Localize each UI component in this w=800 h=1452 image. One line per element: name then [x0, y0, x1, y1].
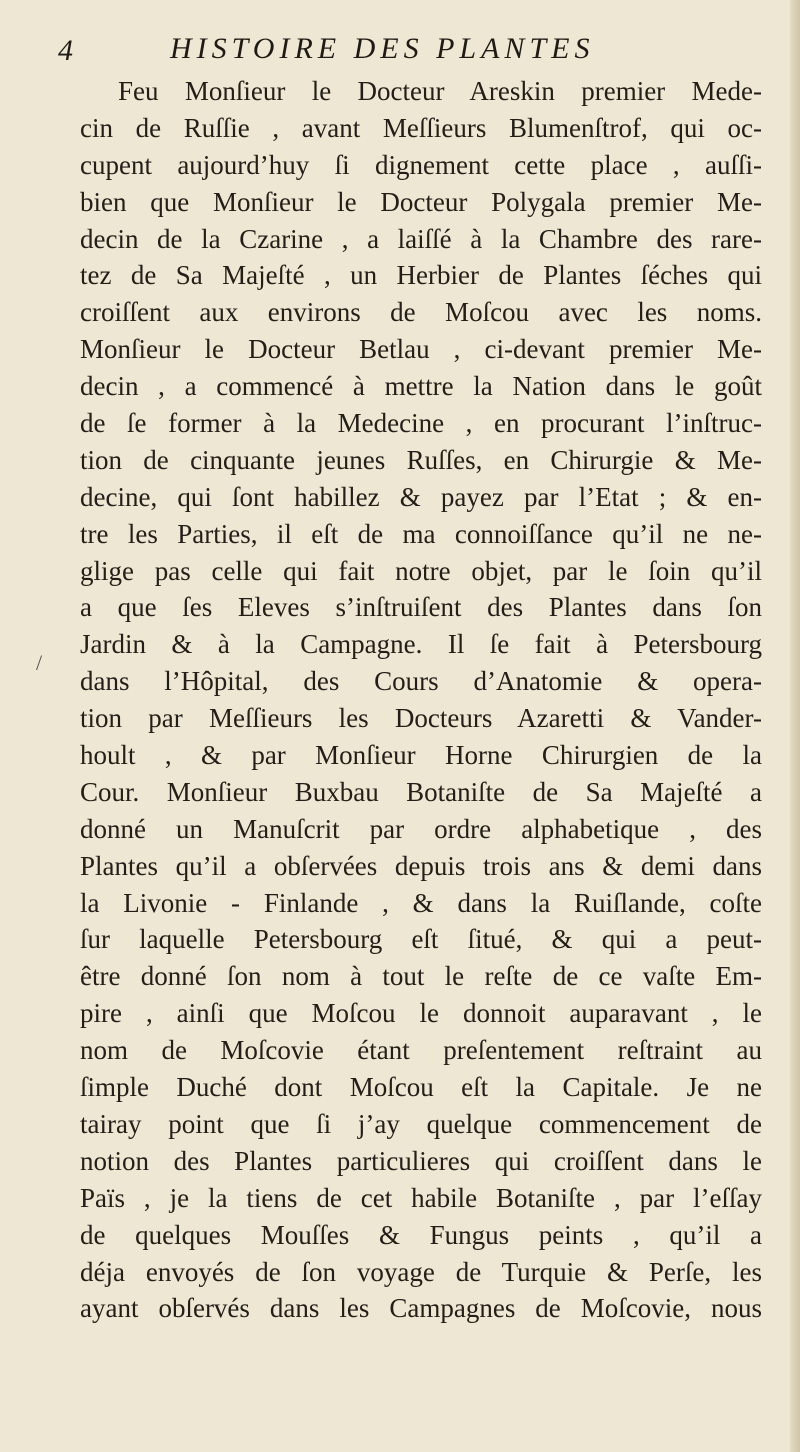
text-line: la Livonie - Finlande , & dans la Ruiſlande, coſte	[80, 887, 762, 918]
text-line: Feu Monſieur le Docteur Areskin premier Mede-	[118, 76, 762, 106]
text-line: nom de Moſcovie étant preſentement reſtraint au	[80, 1035, 762, 1066]
text-line: notion des Plantes particulieres qui croiſſent dans le	[80, 1145, 762, 1176]
page-header	[58, 32, 738, 72]
text-line: decine, qui ſont habillez & payez par l’Etat ; & en-	[80, 481, 762, 512]
text-line: tairay point que ſi j’ay quelque commencement de	[80, 1108, 762, 1139]
text-line: tion de cinquante jeunes Ruſſes, en Chirurgie & Me-	[80, 444, 762, 475]
text-line: a que ſes Eleves s’inſtruiſent des Plantes dans ſon	[80, 592, 762, 623]
text-line: bien que Monſieur le Docteur Polygala premier Me-	[80, 186, 762, 217]
text-line: tez de Sa Majeſté , un Herbier de Plantes ſéches qui	[80, 260, 762, 291]
text-line: tion par Meſſieurs les Docteurs Azaretti & Vander-	[80, 703, 762, 734]
text-line: glige pas celle qui fait notre objet, par le ſoin qu’il	[80, 555, 762, 586]
text-line: decin , a commencé à mettre la Nation dans le goût	[80, 371, 762, 402]
body-text	[80, 73, 762, 1327]
text-line: ſimple Duché dont Moſcou eſt la Capitale. Je ne	[80, 1072, 762, 1103]
running-title: HISTOIRE DES PLANTES	[170, 32, 595, 65]
text-line: être donné ſon nom à tout le reſte de ce vaſte Em-	[80, 961, 762, 992]
text-line: croiſſent aux environs de Moſcou avec les noms.	[80, 297, 762, 328]
text-line: Cour. Monſieur Buxbau Botaniſte de Sa Majeſté a	[80, 776, 762, 807]
text-line: cupent aujourd’huy ſi dignement cette place , auſſi-	[80, 149, 762, 180]
text-line: de ſe former à la Medecine , en procurant l’inſtruc-	[80, 408, 762, 439]
text-line: tre les Parties, il eſt de ma connoiſſance qu’il ne ne-	[80, 518, 762, 549]
text-line: ayant obſervés dans les Campagnes de Moſcovie, nous	[80, 1293, 762, 1324]
margin-mark: /	[36, 650, 43, 675]
text-line: dans l’Hôpital, des Cours d’Anatomie & opera-	[80, 666, 762, 697]
text-line: ſur laquelle Petersbourg eſt ſitué, & qui a peut-	[80, 924, 762, 955]
text-line: déja envoyés de ſon voyage de Turquie & Perſe, les	[80, 1256, 762, 1287]
text-line: donné un Manuſcrit par ordre alphabetique , des	[80, 813, 762, 844]
text-line: pire , ainſi que Moſcou le donnoit auparavant , le	[80, 998, 762, 1029]
text-line: Plantes qu’il a obſervées depuis trois ans & demi dans	[80, 850, 762, 881]
text-line: cin de Ruſſie , avant Meſſieurs Blumenſtrof, qui oc-	[80, 112, 762, 143]
page-number: 4	[58, 34, 73, 67]
text-line: decin de la Czarine , a laiſſé à la Chambre des rare-	[80, 223, 762, 254]
text-line: Païs , je la tiens de cet habile Botaniſte , par l’eſſay	[80, 1182, 762, 1213]
text-line: Monſieur le Docteur Betlau , ci-devant premier Me-	[80, 334, 762, 365]
text-line: hoult , & par Monſieur Horne Chirurgien de la	[80, 740, 762, 771]
text-line: Jardin & à la Campagne. Il ſe fait à Petersbourg	[80, 629, 762, 660]
text-line: de quelques Mouſſes & Fungus peints , qu’il a	[80, 1219, 762, 1250]
